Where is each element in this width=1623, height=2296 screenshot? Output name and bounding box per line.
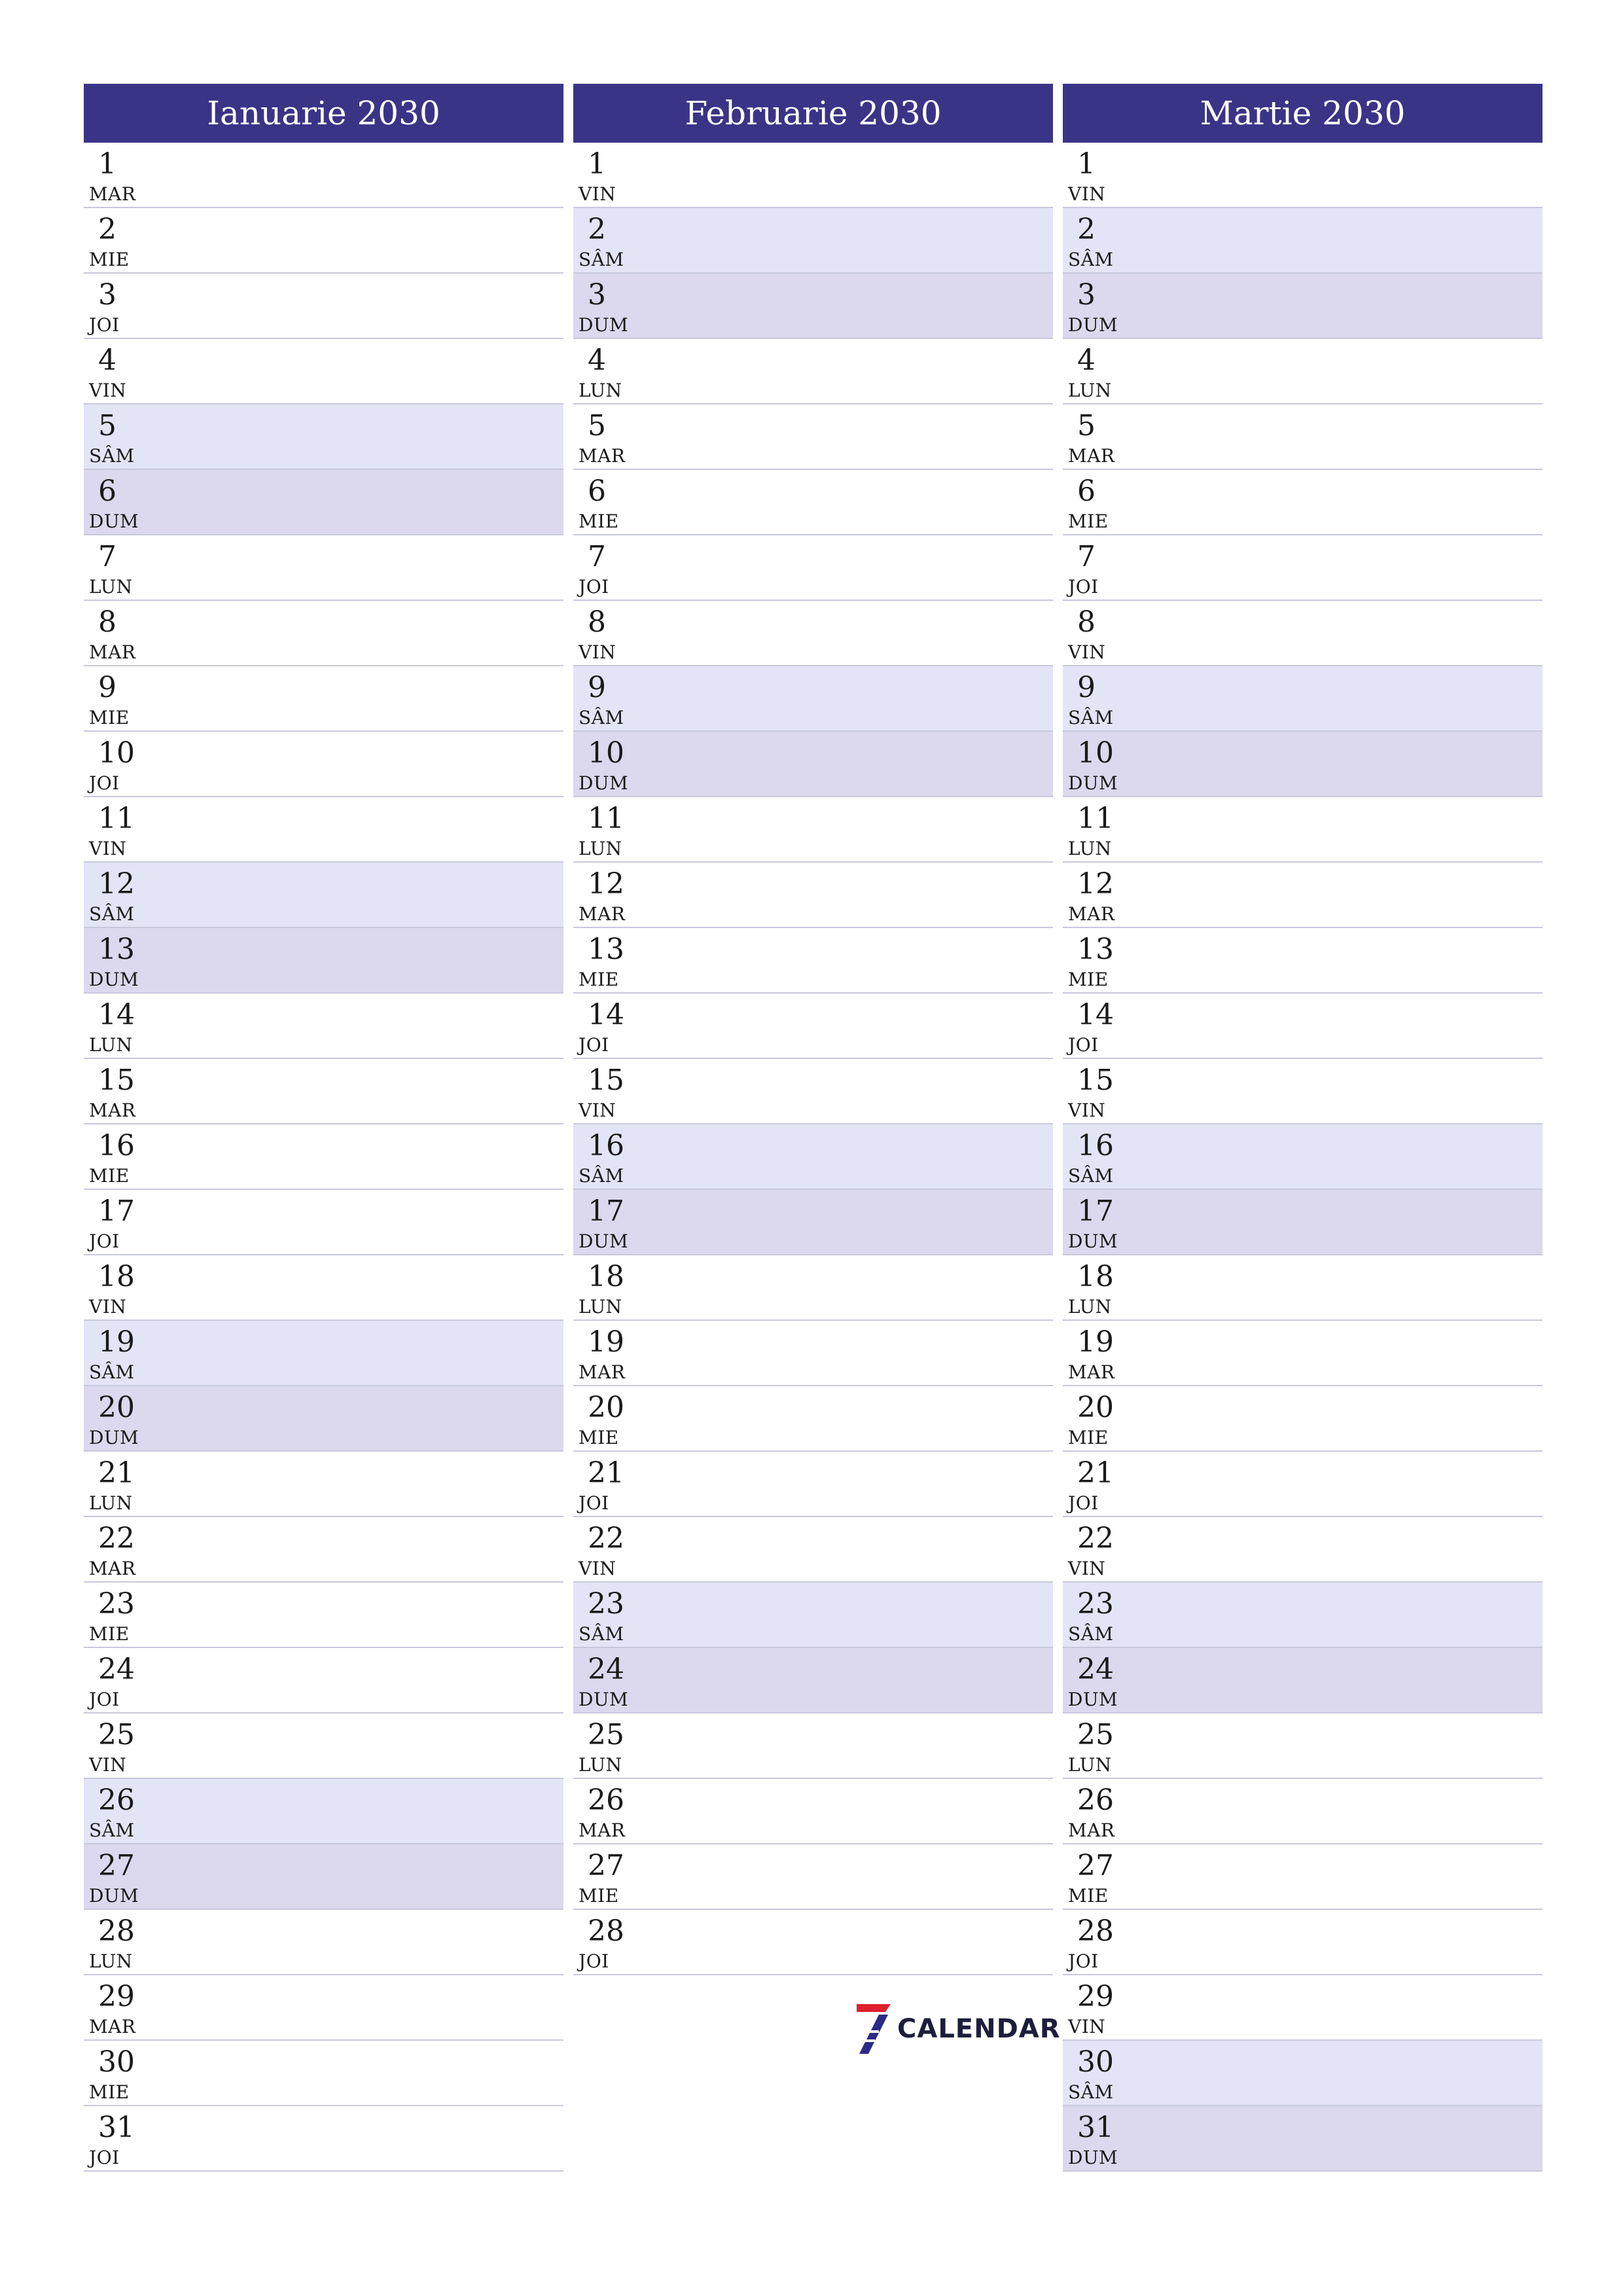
day-number: 10 (588, 736, 624, 770)
day-number: 28 (1077, 1914, 1114, 1948)
day-number: 26 (98, 1784, 135, 1817)
day-row (84, 1386, 563, 1452)
day-number: 30 (98, 2045, 135, 2079)
day-weekday: MAR (579, 445, 626, 467)
day-row (1063, 143, 1543, 208)
day-number: 7 (1077, 540, 1096, 573)
day-weekday: MIE (1068, 1885, 1109, 1907)
day-row (1063, 1713, 1543, 1779)
day-weekday: MIE (579, 1427, 619, 1448)
day-weekday: SÂM (579, 1165, 624, 1187)
day-number: 25 (98, 1718, 135, 1751)
day-row (573, 1124, 1053, 1190)
day-number: 1 (588, 147, 606, 181)
day-weekday: DUM (89, 1885, 139, 1907)
day-row (573, 1844, 1053, 1910)
day-weekday: SÂM (89, 1820, 135, 1841)
month-column-january (84, 84, 563, 2172)
day-weekday: DUM (579, 314, 629, 336)
day-number: 25 (1077, 1718, 1114, 1751)
day-number: 26 (1077, 1784, 1114, 1817)
day-row (1063, 797, 1543, 863)
day-row (84, 274, 563, 339)
day-number: 29 (98, 1980, 135, 2013)
day-row (1063, 2041, 1543, 2106)
day-number: 27 (588, 1849, 624, 1882)
day-weekday: LUN (1068, 838, 1112, 859)
day-weekday: LUN (579, 838, 622, 859)
day-number: 17 (588, 1194, 624, 1228)
day-row (1063, 404, 1543, 470)
day-weekday: MIE (1068, 1427, 1109, 1448)
day-row (84, 666, 563, 732)
day-row (1063, 535, 1543, 601)
day-row (84, 1255, 563, 1321)
day-row (573, 1713, 1053, 1779)
day-number: 24 (98, 1653, 135, 1686)
day-row (1063, 863, 1543, 928)
day-number: 5 (588, 409, 606, 442)
day-row (84, 404, 563, 470)
day-number: 24 (588, 1653, 624, 1686)
day-number: 13 (98, 933, 135, 966)
day-row (1063, 1255, 1543, 1321)
day-weekday: SÂM (89, 445, 135, 467)
day-number: 8 (1077, 605, 1096, 639)
day-weekday: SÂM (1068, 2081, 1114, 2103)
day-number: 22 (98, 1522, 135, 1555)
day-number: 9 (588, 671, 606, 704)
day-weekday: MIE (579, 511, 619, 532)
day-weekday: VIN (1068, 1100, 1106, 1121)
day-number: 10 (1077, 736, 1114, 770)
day-number: 18 (98, 1260, 135, 1293)
day-row (573, 666, 1053, 732)
day-weekday: JOI (1068, 1034, 1099, 1056)
day-weekday: MIE (89, 1165, 130, 1187)
day-number: 31 (98, 2111, 135, 2144)
calendar-logo (853, 2003, 1061, 2055)
day-row (84, 1517, 563, 1583)
day-number: 19 (1077, 1325, 1114, 1359)
day-number: 12 (1077, 867, 1114, 901)
day-weekday: VIN (1068, 1558, 1106, 1579)
day-number: 6 (1077, 475, 1096, 508)
day-number: 21 (98, 1456, 135, 1490)
day-weekday: VIN (89, 838, 127, 859)
month-column-february (573, 84, 1053, 1975)
day-number: 21 (1077, 1456, 1114, 1490)
day-weekday: JOI (89, 1230, 120, 1252)
day-number: 7 (588, 540, 606, 573)
day-list (1063, 143, 1543, 2172)
day-weekday: MAR (579, 903, 626, 925)
day-number: 27 (1077, 1849, 1114, 1882)
day-row (573, 1779, 1053, 1844)
day-row (84, 339, 563, 404)
day-row (1063, 1648, 1543, 1713)
day-row (84, 863, 563, 928)
day-number: 20 (1077, 1391, 1114, 1424)
day-row (573, 1648, 1053, 1713)
day-number: 29 (1077, 1980, 1114, 2013)
day-row (1063, 2106, 1543, 2172)
day-row (573, 535, 1053, 601)
day-weekday: MIE (579, 969, 619, 990)
day-number: 21 (588, 1456, 624, 1490)
day-number: 6 (588, 475, 606, 508)
day-weekday: MAR (1068, 445, 1115, 467)
day-weekday: VIN (579, 183, 616, 205)
day-number: 18 (1077, 1260, 1114, 1293)
day-weekday: MAR (89, 1100, 136, 1121)
day-weekday: DUM (1068, 2147, 1118, 2168)
day-weekday: VIN (1068, 641, 1106, 663)
day-weekday: JOI (579, 1950, 609, 1972)
logo-text: CALENDAR (897, 2014, 1061, 2044)
day-row (573, 1583, 1053, 1648)
day-row (573, 797, 1053, 863)
day-row (84, 535, 563, 601)
day-weekday: JOI (1068, 576, 1099, 598)
day-number: 16 (588, 1129, 624, 1162)
day-number: 19 (98, 1325, 135, 1359)
day-number: 8 (98, 605, 116, 639)
day-row (1063, 1059, 1543, 1124)
day-row (84, 1713, 563, 1779)
day-row (84, 1910, 563, 1975)
day-number: 8 (588, 605, 606, 639)
day-row (1063, 1844, 1543, 1910)
day-row (1063, 1975, 1543, 2041)
day-row (1063, 732, 1543, 797)
day-row (84, 994, 563, 1059)
day-row (84, 1321, 563, 1386)
day-weekday: VIN (579, 1558, 616, 1579)
day-row (573, 1321, 1053, 1386)
day-weekday: LUN (1068, 1754, 1112, 1776)
day-weekday: SÂM (579, 1623, 624, 1645)
day-number: 14 (98, 998, 135, 1031)
day-weekday: SÂM (89, 1361, 135, 1383)
day-number: 20 (588, 1391, 624, 1424)
day-row (84, 928, 563, 994)
day-weekday: SÂM (1068, 707, 1114, 728)
day-number: 12 (98, 867, 135, 901)
day-number: 3 (98, 278, 116, 312)
day-weekday: JOI (89, 2147, 120, 2168)
day-number: 19 (588, 1325, 624, 1359)
day-weekday: JOI (1068, 1492, 1099, 1514)
day-number: 20 (98, 1391, 135, 1424)
day-weekday: MAR (89, 1558, 136, 1579)
day-row (573, 470, 1053, 535)
day-weekday: LUN (89, 1034, 133, 1056)
seven-calendar-logo-icon (853, 2003, 892, 2055)
day-row (1063, 339, 1543, 404)
day-number: 31 (1077, 2111, 1114, 2144)
day-weekday: LUN (1068, 1296, 1112, 1318)
day-weekday: DUM (1068, 1230, 1118, 1252)
day-weekday: DUM (89, 511, 139, 532)
day-row (573, 1517, 1053, 1583)
day-list (84, 143, 563, 2172)
day-weekday: DUM (579, 772, 629, 794)
day-number: 28 (588, 1914, 624, 1948)
day-row (573, 1452, 1053, 1517)
day-row (1063, 470, 1543, 535)
day-number: 1 (98, 147, 116, 181)
day-weekday: MIE (89, 249, 130, 270)
day-weekday: JOI (89, 1689, 120, 1710)
day-weekday: MIE (89, 707, 130, 728)
day-row (84, 1059, 563, 1124)
day-number: 23 (1077, 1587, 1114, 1621)
day-weekday: LUN (579, 1754, 622, 1776)
day-weekday: JOI (579, 1034, 609, 1056)
day-row (84, 1583, 563, 1648)
day-weekday: MIE (1068, 969, 1109, 990)
day-number: 13 (588, 933, 624, 966)
day-row (573, 1059, 1053, 1124)
day-row (573, 208, 1053, 274)
day-number: 10 (98, 736, 135, 770)
day-row (1063, 208, 1543, 274)
day-weekday: VIN (89, 1296, 127, 1318)
day-weekday: JOI (1068, 1950, 1099, 1972)
day-weekday: VIN (1068, 183, 1106, 205)
day-number: 27 (98, 1849, 135, 1882)
day-number: 13 (1077, 933, 1114, 966)
day-number: 25 (588, 1718, 624, 1751)
day-row (573, 274, 1053, 339)
day-row (573, 1190, 1053, 1255)
day-number: 17 (98, 1194, 135, 1228)
day-weekday: VIN (579, 1100, 616, 1121)
day-weekday: DUM (1068, 1689, 1118, 1710)
day-row (1063, 1583, 1543, 1648)
day-number: 22 (1077, 1522, 1114, 1555)
day-weekday: SÂM (1068, 1623, 1114, 1645)
day-number: 11 (98, 802, 135, 835)
day-number: 1 (1077, 147, 1096, 181)
day-weekday: SÂM (579, 707, 624, 728)
day-row (84, 1844, 563, 1910)
day-number: 9 (98, 671, 116, 704)
day-row (573, 1386, 1053, 1452)
day-weekday: SÂM (579, 249, 624, 270)
day-weekday: LUN (579, 380, 622, 401)
day-weekday: MAR (579, 1820, 626, 1841)
day-row (573, 732, 1053, 797)
day-weekday: MIE (579, 1885, 619, 1907)
day-weekday: DUM (89, 969, 139, 990)
day-number: 26 (588, 1784, 624, 1817)
day-weekday: MIE (89, 2081, 130, 2103)
day-row (573, 994, 1053, 1059)
day-number: 6 (98, 475, 116, 508)
day-row (1063, 1190, 1543, 1255)
day-weekday: MIE (89, 1623, 130, 1645)
day-row (84, 732, 563, 797)
day-number: 22 (588, 1522, 624, 1555)
day-row (84, 601, 563, 666)
day-row (1063, 1386, 1543, 1452)
day-weekday: SÂM (89, 903, 135, 925)
day-row (1063, 1321, 1543, 1386)
day-weekday: DUM (1068, 314, 1118, 336)
day-number: 15 (1077, 1064, 1114, 1097)
day-row (1063, 1452, 1543, 1517)
day-weekday: DUM (579, 1689, 629, 1710)
day-row (84, 1124, 563, 1190)
day-list (573, 143, 1053, 1975)
day-row (84, 1779, 563, 1844)
day-weekday: LUN (579, 1296, 622, 1318)
day-weekday: VIN (1068, 2016, 1106, 2037)
day-number: 4 (98, 344, 116, 377)
day-number: 24 (1077, 1653, 1114, 1686)
month-title: Februarie 2030 (573, 84, 1053, 143)
day-weekday: JOI (579, 1492, 609, 1514)
day-weekday: DUM (89, 1427, 139, 1448)
day-row (1063, 928, 1543, 994)
day-number: 2 (98, 213, 116, 246)
day-weekday: VIN (579, 641, 616, 663)
day-weekday: VIN (89, 380, 127, 401)
day-number: 30 (1077, 2045, 1114, 2079)
day-row (573, 143, 1053, 208)
day-weekday: LUN (89, 1492, 133, 1514)
day-row (1063, 1517, 1543, 1583)
month-title: Ianuarie 2030 (84, 84, 563, 143)
day-number: 16 (98, 1129, 135, 1162)
day-number: 2 (1077, 213, 1096, 246)
day-weekday: MAR (1068, 1820, 1115, 1841)
day-number: 15 (588, 1064, 624, 1097)
day-number: 28 (98, 1914, 135, 1948)
day-row (84, 1648, 563, 1713)
day-row (84, 1452, 563, 1517)
day-number: 2 (588, 213, 606, 246)
day-row (1063, 666, 1543, 732)
day-row (1063, 1124, 1543, 1190)
day-row (84, 208, 563, 274)
day-number: 3 (1077, 278, 1096, 312)
day-row (84, 470, 563, 535)
day-number: 15 (98, 1064, 135, 1097)
day-row (84, 2106, 563, 2172)
day-number: 23 (588, 1587, 624, 1621)
day-row (573, 928, 1053, 994)
day-row (1063, 1910, 1543, 1975)
day-weekday: DUM (579, 1230, 629, 1252)
day-row (84, 797, 563, 863)
day-row (84, 1190, 563, 1255)
day-number: 4 (1077, 344, 1096, 377)
day-weekday: JOI (89, 772, 120, 794)
day-row (573, 601, 1053, 666)
day-number: 23 (98, 1587, 135, 1621)
day-number: 18 (588, 1260, 624, 1293)
day-weekday: SÂM (1068, 249, 1114, 270)
day-row (573, 1910, 1053, 1975)
day-weekday: LUN (89, 1950, 133, 1972)
day-weekday: JOI (579, 576, 609, 598)
month-title: Martie 2030 (1063, 84, 1543, 143)
day-number: 11 (1077, 802, 1114, 835)
day-row (84, 2041, 563, 2106)
day-number: 9 (1077, 671, 1096, 704)
day-weekday: MAR (89, 183, 136, 205)
day-number: 7 (98, 540, 116, 573)
day-weekday: DUM (1068, 772, 1118, 794)
day-weekday: MAR (579, 1361, 626, 1383)
day-number: 14 (1077, 998, 1114, 1031)
day-number: 5 (1077, 409, 1096, 442)
day-weekday: VIN (89, 1754, 127, 1776)
day-row (573, 1255, 1053, 1321)
day-row (573, 404, 1053, 470)
day-number: 3 (588, 278, 606, 312)
day-row (1063, 274, 1543, 339)
day-number: 16 (1077, 1129, 1114, 1162)
day-weekday: MAR (1068, 903, 1115, 925)
day-weekday: MAR (1068, 1361, 1115, 1383)
day-number: 5 (98, 409, 116, 442)
day-row (1063, 601, 1543, 666)
day-weekday: MIE (1068, 511, 1109, 532)
day-row (573, 339, 1053, 404)
day-weekday: MAR (89, 641, 136, 663)
day-weekday: MAR (89, 2016, 136, 2037)
day-weekday: LUN (1068, 380, 1112, 401)
day-row (1063, 1779, 1543, 1844)
month-column-march (1063, 84, 1543, 2172)
day-weekday: JOI (89, 314, 120, 336)
day-number: 11 (588, 802, 624, 835)
day-row (84, 143, 563, 208)
day-number: 4 (588, 344, 606, 377)
day-weekday: SÂM (1068, 1165, 1114, 1187)
day-number: 12 (588, 867, 624, 901)
day-number: 14 (588, 998, 624, 1031)
day-number: 17 (1077, 1194, 1114, 1228)
day-row (573, 863, 1053, 928)
day-row (1063, 994, 1543, 1059)
day-weekday: LUN (89, 576, 133, 598)
day-row (84, 1975, 563, 2041)
